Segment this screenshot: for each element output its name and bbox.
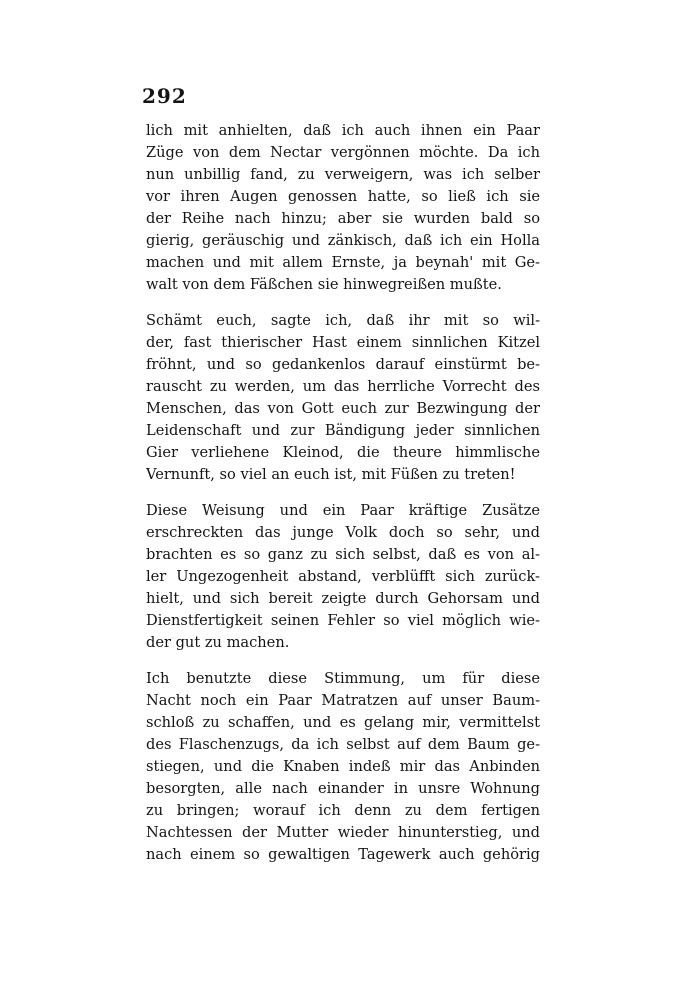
text-line: stiegen, und die Knaben indeß mir das Anbinden [146,758,540,775]
text-line: ler Ungezogenheit abstand, verblüfft sich zurück- [146,568,540,585]
text-line: Leidenschaft und zur Bändigung jeder sinnlichen [146,422,540,439]
text-line: Diese Weisung und ein Paar kräftige Zusätze [146,502,540,519]
paragraph-1 [146,120,540,296]
text-line: lich mit anhielten, daß ich auch ihnen ein Paar [146,122,540,139]
text-line: Ich benutzte diese Stimmung, um für diese [146,670,540,687]
text-line: walt von dem Fäßchen sie hinwegreißen mußte. [146,276,502,293]
text-line: Menschen, das von Gott euch zur Bezwingung der [146,400,540,417]
text-line: der gut zu machen. [146,634,290,651]
text-line: brachten es so ganz zu sich selbst, daß es von al- [146,546,540,563]
text-line: der Reihe nach hinzu; aber sie wurden bald so [146,210,540,227]
text-line: Schämt euch, sagte ich, daß ihr mit so wil- [146,312,540,329]
paragraph-2 [146,310,540,486]
text-line: Nacht noch ein Paar Matratzen auf unser Baum- [146,692,540,709]
page-number: 292 [142,84,187,108]
text-line: rauscht zu werden, um das herrliche Vorrecht des [146,378,540,395]
paragraph-4 [146,668,540,866]
text-line: nach einem so gewaltigen Tagewerk auch gehörig [146,846,540,863]
text-line: erschreckten das junge Volk doch so sehr, und [146,524,540,541]
text-line: Züge von dem Nectar vergönnen möchte. Da ich [146,144,540,161]
text-line: Vernunft, so viel an euch ist, mit Füßen zu treten! [146,466,516,483]
text-line: Gier verliehene Kleinod, die theure himmlische [146,444,540,461]
text-line: gierig, geräuschig und zänkisch, daß ich ein Holla [146,232,540,249]
text-line: der, fast thierischer Hast einem sinnlichen Kitzel [146,334,540,351]
text-line: machen und mit allem Ernste, ja beynah' mit Ge- [146,254,540,271]
paragraph-3 [146,500,540,654]
body-text [146,120,540,866]
text-line: nun unbillig fand, zu verweigern, was ich selber [146,166,540,183]
text-line: Nachtessen der Mutter wieder hinunterstieg, und [146,824,540,841]
text-line: besorgten, alle nach einander in unsre Wohnung [146,780,540,797]
text-line: zu bringen; worauf ich denn zu dem fertigen [146,802,540,819]
text-line: schloß zu schaffen, und es gelang mir, vermittelst [146,714,540,731]
text-line: Dienstfertigkeit seinen Fehler so viel möglich wie- [146,612,540,629]
text-line: vor ihren Augen genossen hatte, so ließ ich sie [146,188,540,205]
text-line: des Flaschenzugs, da ich selbst auf dem Baum ge- [146,736,540,753]
text-line: hielt, und sich bereit zeigte durch Gehorsam und [146,590,540,607]
text-line: fröhnt, und so gedankenlos darauf einstürmt be- [146,356,540,373]
